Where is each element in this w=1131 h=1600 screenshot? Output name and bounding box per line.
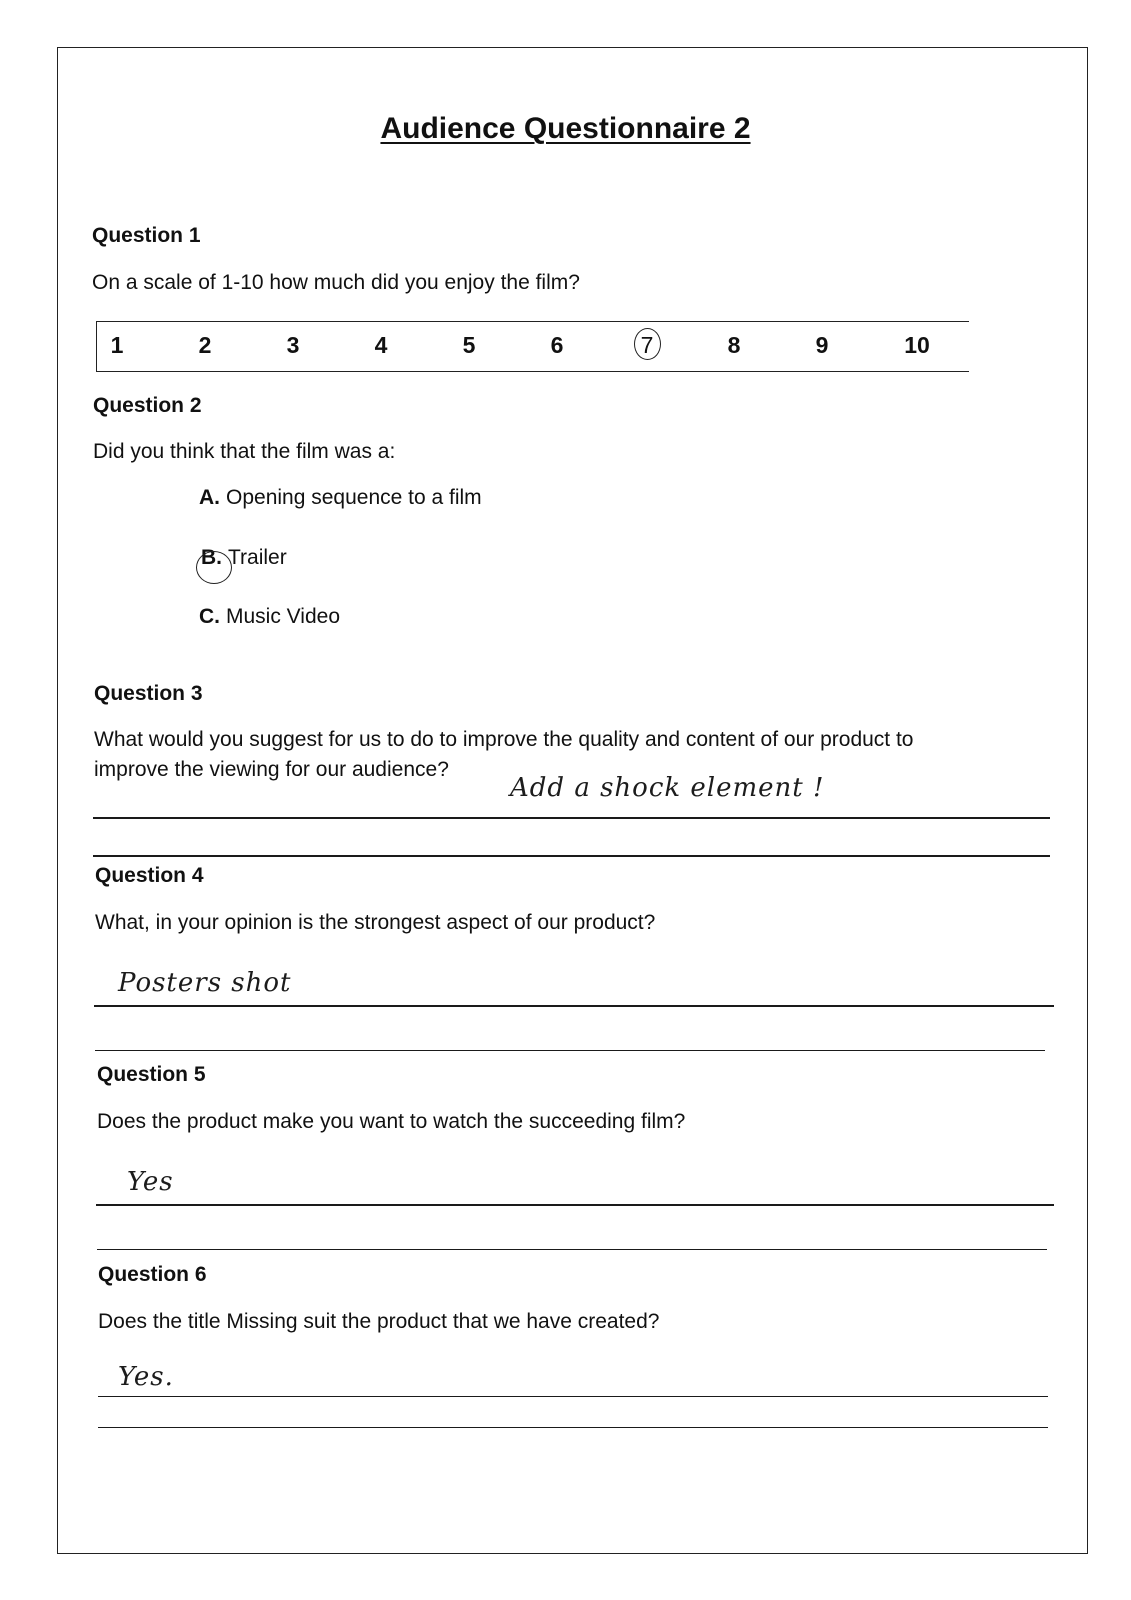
question-2-heading: Question 2: [93, 394, 202, 417]
option-a-letter: A.: [199, 486, 220, 509]
answer-line: [94, 1005, 1054, 1007]
option-b-label: Trailer: [228, 546, 287, 569]
answer-line: [98, 1396, 1048, 1397]
question-6-heading: Question 6: [98, 1263, 207, 1286]
question-4-text: What, in your opinion is the strongest aspect of our product?: [95, 911, 656, 934]
selected-rating-circle: [634, 328, 661, 360]
option-c[interactable]: [199, 605, 340, 629]
option-a-label: Opening sequence to a film: [226, 486, 482, 509]
answer-line: [95, 1050, 1045, 1051]
answer-line: [93, 855, 1050, 857]
question-3-text-line1: What would you suggest for us to do to improve the quality and content of our product to: [94, 728, 914, 751]
question-5-answer[interactable]: Yes: [127, 1167, 174, 1197]
scale-option-6[interactable]: 6: [550, 332, 564, 358]
scale-option-4[interactable]: 4: [374, 332, 388, 358]
answer-line: [97, 1249, 1047, 1250]
question-4-answer[interactable]: Posters shot: [118, 968, 292, 998]
answer-line: [98, 1427, 1048, 1428]
selected-option-circle: [196, 551, 232, 584]
question-5-text: Does the product make you want to watch the succeeding film?: [97, 1110, 686, 1133]
question-3-text-line2: improve the viewing for our audience?: [94, 758, 449, 781]
answer-line: [96, 1204, 1054, 1206]
option-c-label: Music Video: [226, 605, 341, 628]
question-5-heading: Question 5: [97, 1063, 206, 1086]
scale-option-7[interactable]: 7: [640, 332, 654, 358]
scale-option-2[interactable]: 2: [198, 332, 212, 358]
question-6-answer[interactable]: Yes.: [118, 1362, 174, 1392]
option-b-letter: B.: [201, 546, 222, 569]
scale-option-5[interactable]: 5: [462, 332, 476, 358]
question-3-answer[interactable]: Add a shock element !: [510, 773, 825, 803]
question-1-heading: Question 1: [92, 224, 201, 247]
page-title: Audience Questionnaire 2: [380, 112, 751, 145]
question-6-text: Does the title Missing suit the product that we have created?: [98, 1310, 660, 1333]
question-1-text: On a scale of 1-10 how much did you enjoy the film?: [92, 271, 580, 294]
question-2-text: Did you think that the film was a:: [93, 440, 396, 463]
scale-option-3[interactable]: 3: [286, 332, 300, 358]
scale-option-1[interactable]: 1: [110, 332, 124, 358]
question-4-heading: Question 4: [95, 864, 204, 887]
option-a[interactable]: [199, 486, 482, 510]
scale-option-9[interactable]: 9: [815, 332, 829, 358]
scale-option-8[interactable]: 8: [727, 332, 741, 358]
scale-option-10[interactable]: 10: [904, 332, 930, 358]
answer-line: [93, 817, 1050, 819]
option-c-letter: C.: [199, 605, 220, 628]
question-3-heading: Question 3: [94, 682, 203, 705]
